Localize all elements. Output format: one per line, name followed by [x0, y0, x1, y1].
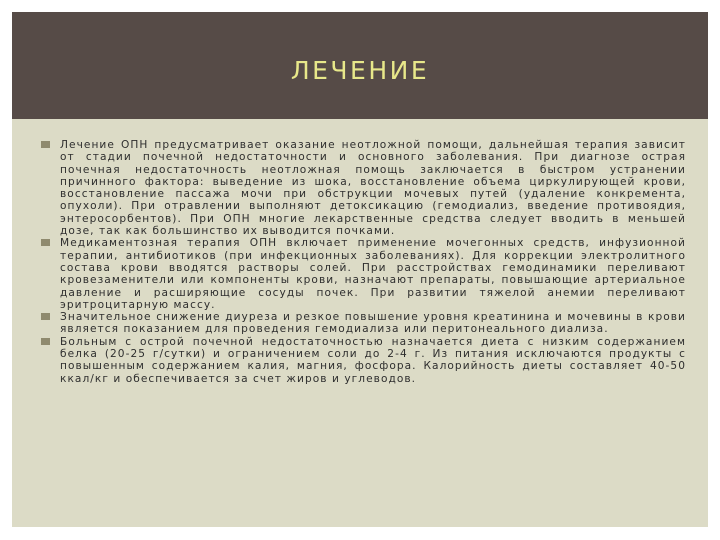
bullet-text: Значительное снижение диуреза и резкое повышение уровня креатинина и мочевины в крови является показанием для проведения гемодиализа или перитонеального диализа.	[60, 311, 686, 336]
bullet-text: Лечение ОПН предусматривает оказание неотложной помощи, дальнейшая терапия зависит от стадии почечной недостаточности и основного заболевания. При диагнозе острая почечная недостаточность неотложная помощь заключается в быстром устранении причинного фактора: выведение из шока, восстановление объема циркулирующей крови, восстановление пассажа мочи при обструкции мочевых путей (удаление конкремента, опухоли). При отравлении выполняют детоксикацию (гемодиализ, введение противоядия, энтеросорбентов). При ОПН многие лекарственные средства следует вводить в меньшей дозе, так как большинство их выводится почками.	[60, 139, 686, 238]
bullet-item	[12, 237, 708, 311]
bullet-marker-icon	[41, 239, 50, 246]
slide-content	[12, 139, 708, 385]
bullet-text: Больным с острой почечной недостаточностью назначается диета с низким содержанием белка (20-25 г/сутки) и ограничением соли до 2-4 г. Из питания исключаются продукты с повышенным содержанием калия, магния, фосфора. Калорийность диеты составляет 40-50 ккал/кг и обеспечивается за счет жиров и углеводов.	[60, 335, 686, 385]
title-bar	[12, 12, 708, 119]
bullet-list	[12, 139, 708, 385]
slide-title: ЛЕЧЕНИЕ	[290, 56, 430, 85]
bullet-item	[12, 311, 708, 336]
bullet-marker-icon	[41, 141, 50, 148]
bullet-item	[12, 336, 708, 385]
bullet-item	[12, 139, 708, 237]
slide	[12, 12, 708, 527]
bullet-marker-icon	[41, 313, 50, 320]
bullet-text: Медикаментозная терапия ОПН включает применение мочегонных средств, инфузионной терапии, антибиотиков (при инфекционных заболеваниях). Для коррекции электролитного состава крови вводятся растворы солей. При расстройствах гемодинамики переливают кровезаменители или компоненты крови, назначают препараты, повышающие артериальное давление и расширяющие сосуды почек. При развитии тяжелой анемии переливают эритроцитарную массу.	[60, 237, 686, 311]
bullet-marker-icon	[41, 338, 50, 345]
